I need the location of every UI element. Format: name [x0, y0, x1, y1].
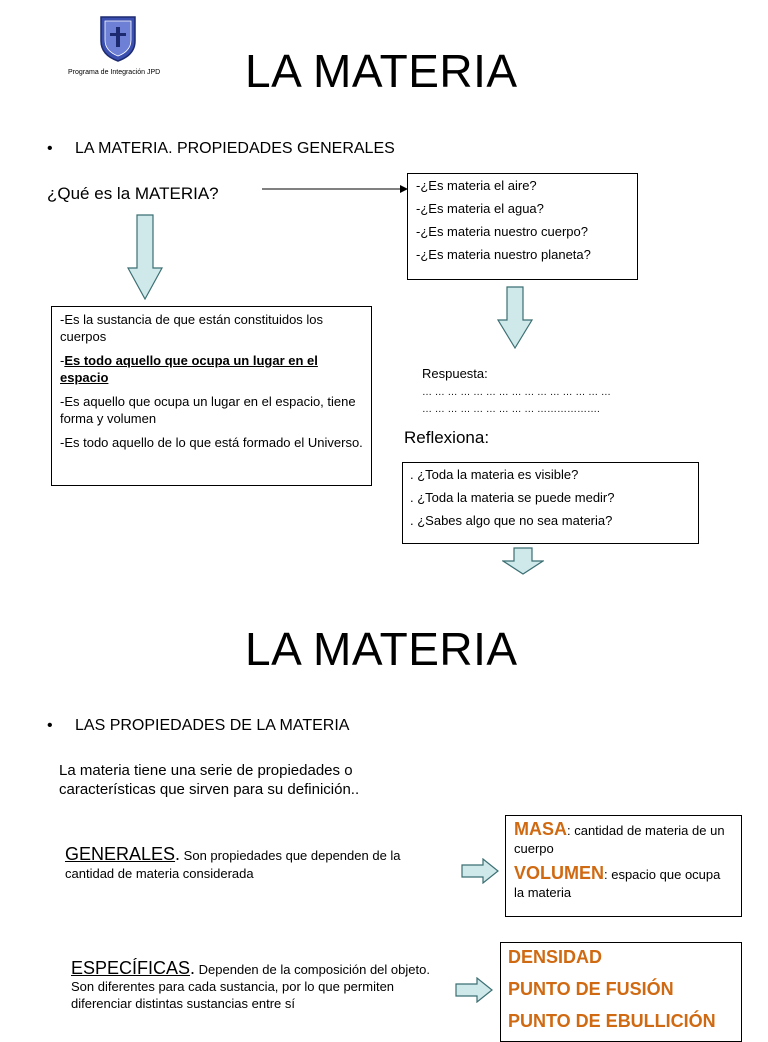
generales-text — [65, 845, 450, 883]
school-logo — [98, 15, 138, 63]
masa-label: MASA — [514, 819, 567, 839]
slide1-bullet-text: LA MATERIA. PROPIEDADES GENERALES — [75, 140, 395, 157]
reflect-item: . ¿Toda la materia se puede medir? — [410, 490, 615, 505]
down-arrow-icon — [127, 214, 163, 300]
definitions-box — [51, 306, 372, 486]
answer-label: Respuesta: — [422, 366, 488, 381]
question-item: -¿Es materia nuestro planeta? — [416, 247, 591, 262]
slide2-bullet: • LAS PROPIEDADES DE LA MATERIA — [47, 717, 350, 734]
right-arrow-icon — [461, 858, 499, 884]
definition-3: -Es aquello que ocupa un lugar en el espacio, tiene forma y volumen — [60, 394, 356, 426]
answer-line: … … … … … … … … … ………………. — [422, 404, 600, 415]
logo-caption: Programa de Integración JPD — [68, 69, 161, 76]
volumen-item — [514, 864, 733, 902]
slide1-title: LA MATERIA — [245, 45, 518, 97]
especificas-heading: ESPECÍFICAS — [71, 958, 191, 978]
definition-2-prefix: - — [60, 353, 65, 368]
intro-text: La materia tiene una serie de propiedades o características que sirven para su definición.. — [59, 762, 360, 798]
question-materia: ¿Qué es la MATERIA? — [47, 184, 219, 203]
generales-box — [505, 815, 742, 917]
masa-text: : cantidad de materia de un cuerpo — [514, 823, 725, 856]
definition-2 — [60, 352, 363, 386]
volumen-text: : espacio que ocupa la materia — [514, 867, 721, 900]
reflect-item: . ¿Toda la materia es visible? — [410, 467, 579, 482]
reflect-label: Reflexiona: — [404, 428, 490, 447]
especificas-dot: . — [190, 958, 196, 978]
down-arrow-icon — [502, 547, 544, 575]
slide2-bullet-text: LAS PROPIEDADES DE LA MATERIA — [75, 717, 350, 734]
definition-2-bold: Es todo aquello que ocupa un lugar en el espacio — [60, 353, 318, 385]
definition-1: -Es la sustancia de que están constituidos los cuerpos — [60, 312, 324, 344]
questions-box — [407, 173, 638, 280]
question-item: -¿Es materia el aire? — [416, 178, 537, 193]
connector-arrow — [262, 183, 408, 195]
generales-description: Son propiedades que dependen de la cantidad de materia considerada — [65, 848, 401, 881]
answer-line: … … … … … … … … … … … … … … … — [422, 387, 611, 398]
question-item: -¿Es materia el agua? — [416, 201, 544, 216]
generales-heading: GENERALES — [65, 844, 176, 864]
slide2-title: LA MATERIA — [245, 623, 518, 675]
reflect-item: . ¿Sabes algo que no sea materia? — [410, 513, 613, 528]
down-arrow-icon — [497, 286, 533, 350]
property-item: PUNTO DE FUSIÓN — [508, 979, 674, 999]
reflection-box — [402, 462, 699, 544]
especificas-text — [71, 960, 431, 1012]
especificas-description: Dependen de la composición del objeto. Son diferentes para cada sustancia, por lo que permiten diferenciar distintas sustancias entre sí — [71, 962, 430, 1011]
question-item: -¿Es materia nuestro cuerpo? — [416, 224, 588, 239]
generales-dot: . — [175, 844, 181, 864]
especificas-box — [500, 942, 742, 1042]
right-arrow-icon — [455, 977, 493, 1003]
definition-4: -Es todo aquello de lo que está formado el Universo. — [60, 435, 363, 450]
property-item: DENSIDAD — [508, 947, 603, 967]
property-item: PUNTO DE EBULLICIÓN — [508, 1011, 716, 1031]
slide1-bullet: • LA MATERIA. PROPIEDADES GENERALES — [47, 140, 395, 157]
volumen-label: VOLUMEN — [514, 863, 604, 883]
masa-item — [514, 820, 733, 858]
